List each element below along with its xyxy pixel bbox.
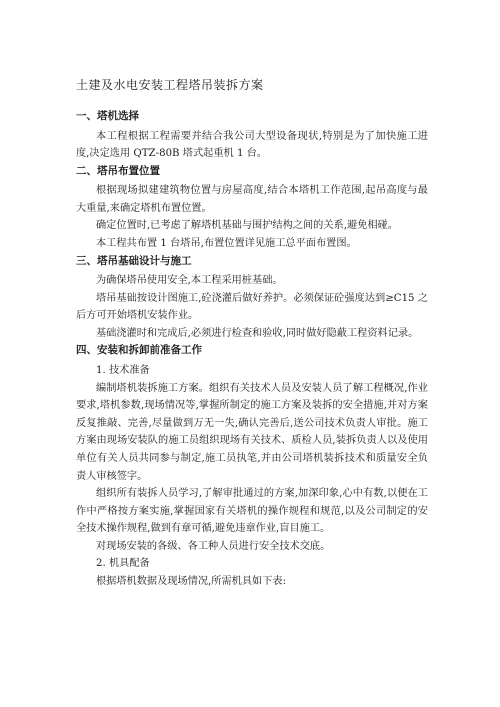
section-2-paragraph-1: 根据现场拟建建筑物位置与房屋高度,结合本塔机工作范围,起吊高度与最大重量,来确定塔机布置位置。 [76, 185, 428, 214]
section-3-paragraph-1: 为确保塔吊使用安全,本工程采用桩基础。 [96, 275, 283, 287]
section-1-heading: 一、塔机选择 [76, 110, 139, 122]
document-body [76, 108, 428, 591]
section-3-heading: 三、塔吊基础设计与施工 [76, 254, 192, 267]
section-4-subheading-1: 1. 技术准备 [96, 364, 150, 376]
section-2-paragraph-2: 确定位置时,已考虑了解塔机基础与围护结构之间的关系,避免相碰。 [96, 220, 398, 232]
section-3-paragraph-2: 塔吊基础按设计图施工,砼浇灌后做好养护。必须保证砼强度达到≥C15 之后方可开始塔机安装作业。 [76, 292, 428, 322]
document-title: 土建及水电安装工程塔吊装拆方案 [76, 78, 264, 92]
section-4-subheading-2: 2. 机具配备 [96, 558, 150, 570]
section-4-paragraph-1: 编制塔机装拆施工方案。组织有关技术人员及安装人员了解工程概况,作业要求,塔机参数,现场情况等,掌握所制定的施工方案及装拆的安全措施,并对方案反复推敲、完善,尽量做到万无一失,确认完善后,送公司技术负责人审批。施工方案由现场安装队的施工员组织现场有关技术、质检人员,装拆负责人以及使用单位有关人员共同参与制定,施工员执笔,并由公司塔机装拆技术和质量安全负责人审核签字。 [76, 382, 428, 482]
section-1-paragraph-1: 本工程根据工程需要并结合我公司大型设备现状,特别是为了加快施工进度,决定选用 QTZ-80B 塔式起重机 1 台。 [76, 130, 428, 160]
section-4-closing: 根据塔机数据及现场情况,所需机具如下表: [96, 576, 287, 588]
section-4-paragraph-3: 对现场安装的各级、各工种人员进行安全技术交底。 [96, 540, 331, 552]
section-4-paragraph-2: 组织所有装拆人员学习,了解审批通过的方案,加深印象,心中有数,以便在工作中严格按方案实施,掌握国家有关塔机的操作规程和规范,以及公司制定的安全技术操作规程,做到有章可循,避免违章作业,盲目施工。 [76, 488, 428, 535]
section-2-paragraph-3: 本工程共布置 1 台塔吊,布置位置详见施工总平面布置图。 [96, 237, 357, 249]
section-3-paragraph-3: 基础浇灌时和完成后,必须进行检查和验收,同时做好隐蔽工程资料记录。 [96, 327, 419, 339]
section-2-heading: 二、塔吊布置位置 [76, 164, 160, 177]
section-4-heading: 四、安装和拆卸前准备工作 [76, 344, 202, 357]
